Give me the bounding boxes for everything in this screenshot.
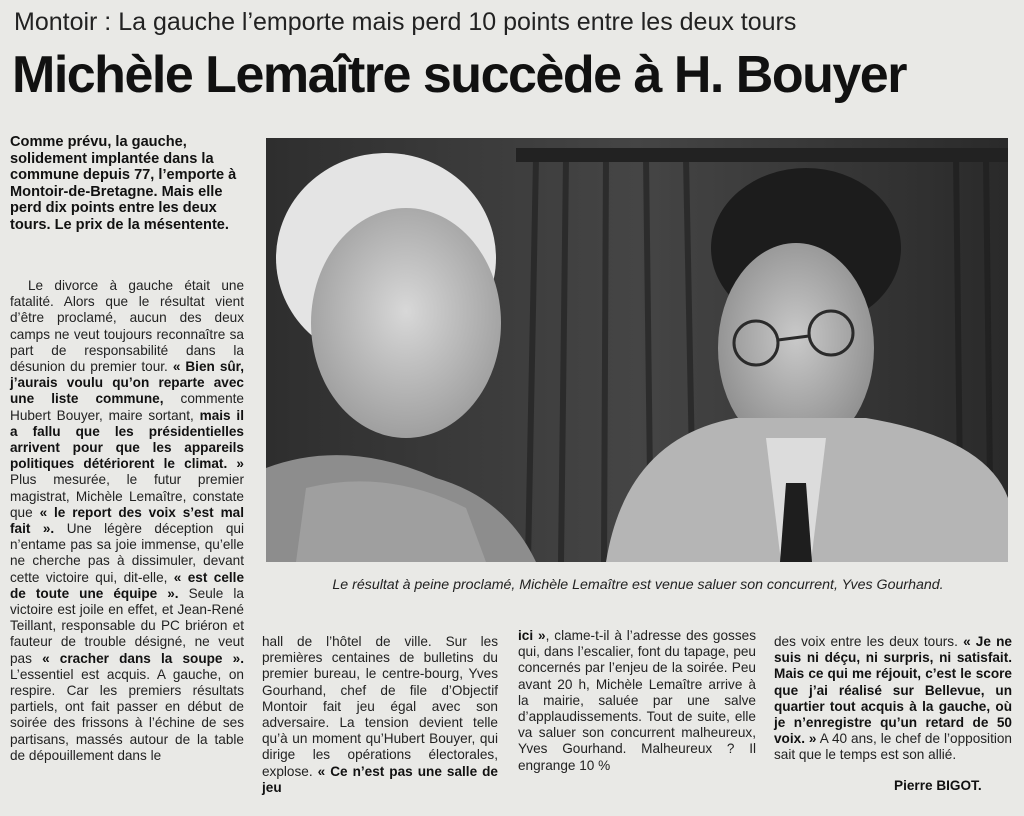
quote-bold: « cracher dans la soupe ». — [42, 650, 244, 666]
lead-text: Comme prévu, la gauche, solidement implantée dans la commune depuis 77, l’emporte à Montoir-de-Bretagne. Mais elle perd dix points entre les deux tours. Le prix de la mésentente. — [10, 134, 237, 233]
body-text: L’essentiel est acquis. A gauche, on respire. Car les premiers résultats partiels, ont fait passer en début de soirée des frissons à l’échine de ses partisans, massés autour de la table de dépouillement dans le — [10, 666, 244, 763]
body-text: des voix entre les deux tours. — [774, 634, 964, 649]
body-text: Une légère déception qui n’entame pas sa joie immense, qu’elle ne cherche pas à dissimuler, devant cette victoire qui, dit-elle, — [10, 521, 244, 585]
quote-bold: « Je ne suis ni déçu, ni surpris, ni satisfait. Mais ce qui me réjouit, c’est le score que j’ai réalisé sur Bellevue, un quartier tout acquis à la gauche, où je n’enregistre qu’un retard de 50 voix. » — [774, 634, 1012, 747]
overline-title: Montoir : La gauche l’emporte mais perd 10 points entre les deux tours — [14, 8, 797, 36]
quote-bold: « le report des voix s’est mal fait ». — [10, 504, 244, 537]
body-text: , clame-t-il à l’adresse des gosses qui, dans l’escalier, font du tapage, peu concernés par l’enjeu de la soirée. Peu avant 20 h, Michèle Lemaître arrive à la mairie, saluée par une salve d’applaudissements. Tout de suite, elle va saluer son concurrent malheureux, Yves Gourhand. Malheureux ? Il engrange 10 % — [518, 628, 757, 773]
article-column-2 — [262, 634, 498, 796]
photo-caption: Le résultat à peine proclamé, Michèle Lemaître est venue saluer son concurrent, Yves Gourhand. — [332, 577, 944, 593]
headline: Michèle Lemaître succède à H. Bouyer — [12, 46, 906, 104]
quote-bold: mais il a fallu que les présidentielles arrivent pour que les appareils politiques détériorent le climat. » — [10, 407, 244, 472]
quote-bold: « Ce n’est pas une salle de jeu — [262, 763, 498, 795]
quote-bold: « Bien sûr, j’aurais voulu qu’on reparte avec une liste commune, — [10, 359, 244, 407]
body-text: Seule la victoire est joile en effet, et Jean-René Teillant, responsable du PC briéron et fauteur de trouble désigné, ne veut pas — [10, 585, 244, 666]
body-text: Le divorce à gauche était une fatalité. Alors que le résultat vient d’être proclamé, aucun des deux camps ne veut toujours reconnaître sa part de responsabilité dans la désunion du premier tour. — [10, 278, 244, 375]
article-column-3 — [518, 628, 756, 774]
body-text: hall de l’hôtel de ville. Sur les premières centaines de bulletins du premier bureau, le centre-bourg, Yves Gourhand, chef de file d’Objectif Montoir fait jeu égal avec son adversaire. La tension devient telle qu’à un moment qu’Hubert Bouyer, qui dirige les opérations électorales, explose. — [262, 634, 498, 779]
article-column-1 — [10, 278, 244, 764]
quote-bold: « est celle de toute une équipe ». — [10, 569, 245, 601]
body-paragraph — [518, 628, 756, 774]
news-photo — [266, 138, 1008, 562]
author-byline: Pierre BIGOT. — [894, 778, 982, 793]
body-paragraph — [774, 634, 1012, 764]
body-text: A 40 ans, le chef de l’opposition sait que le temps est son allié. — [774, 731, 1012, 763]
body-paragraph — [10, 278, 244, 764]
article-column-4 — [774, 634, 1012, 764]
lead-paragraph — [10, 134, 248, 233]
body-text: Plus mesurée, le futur premier magistrat, Michèle Lemaître, constate que — [10, 472, 244, 520]
photo-illustration — [266, 138, 1008, 562]
body-paragraph — [262, 634, 498, 796]
body-text: commente Hubert Bouyer, maire sortant, — [10, 391, 244, 423]
quote-bold: ici » — [518, 628, 546, 643]
